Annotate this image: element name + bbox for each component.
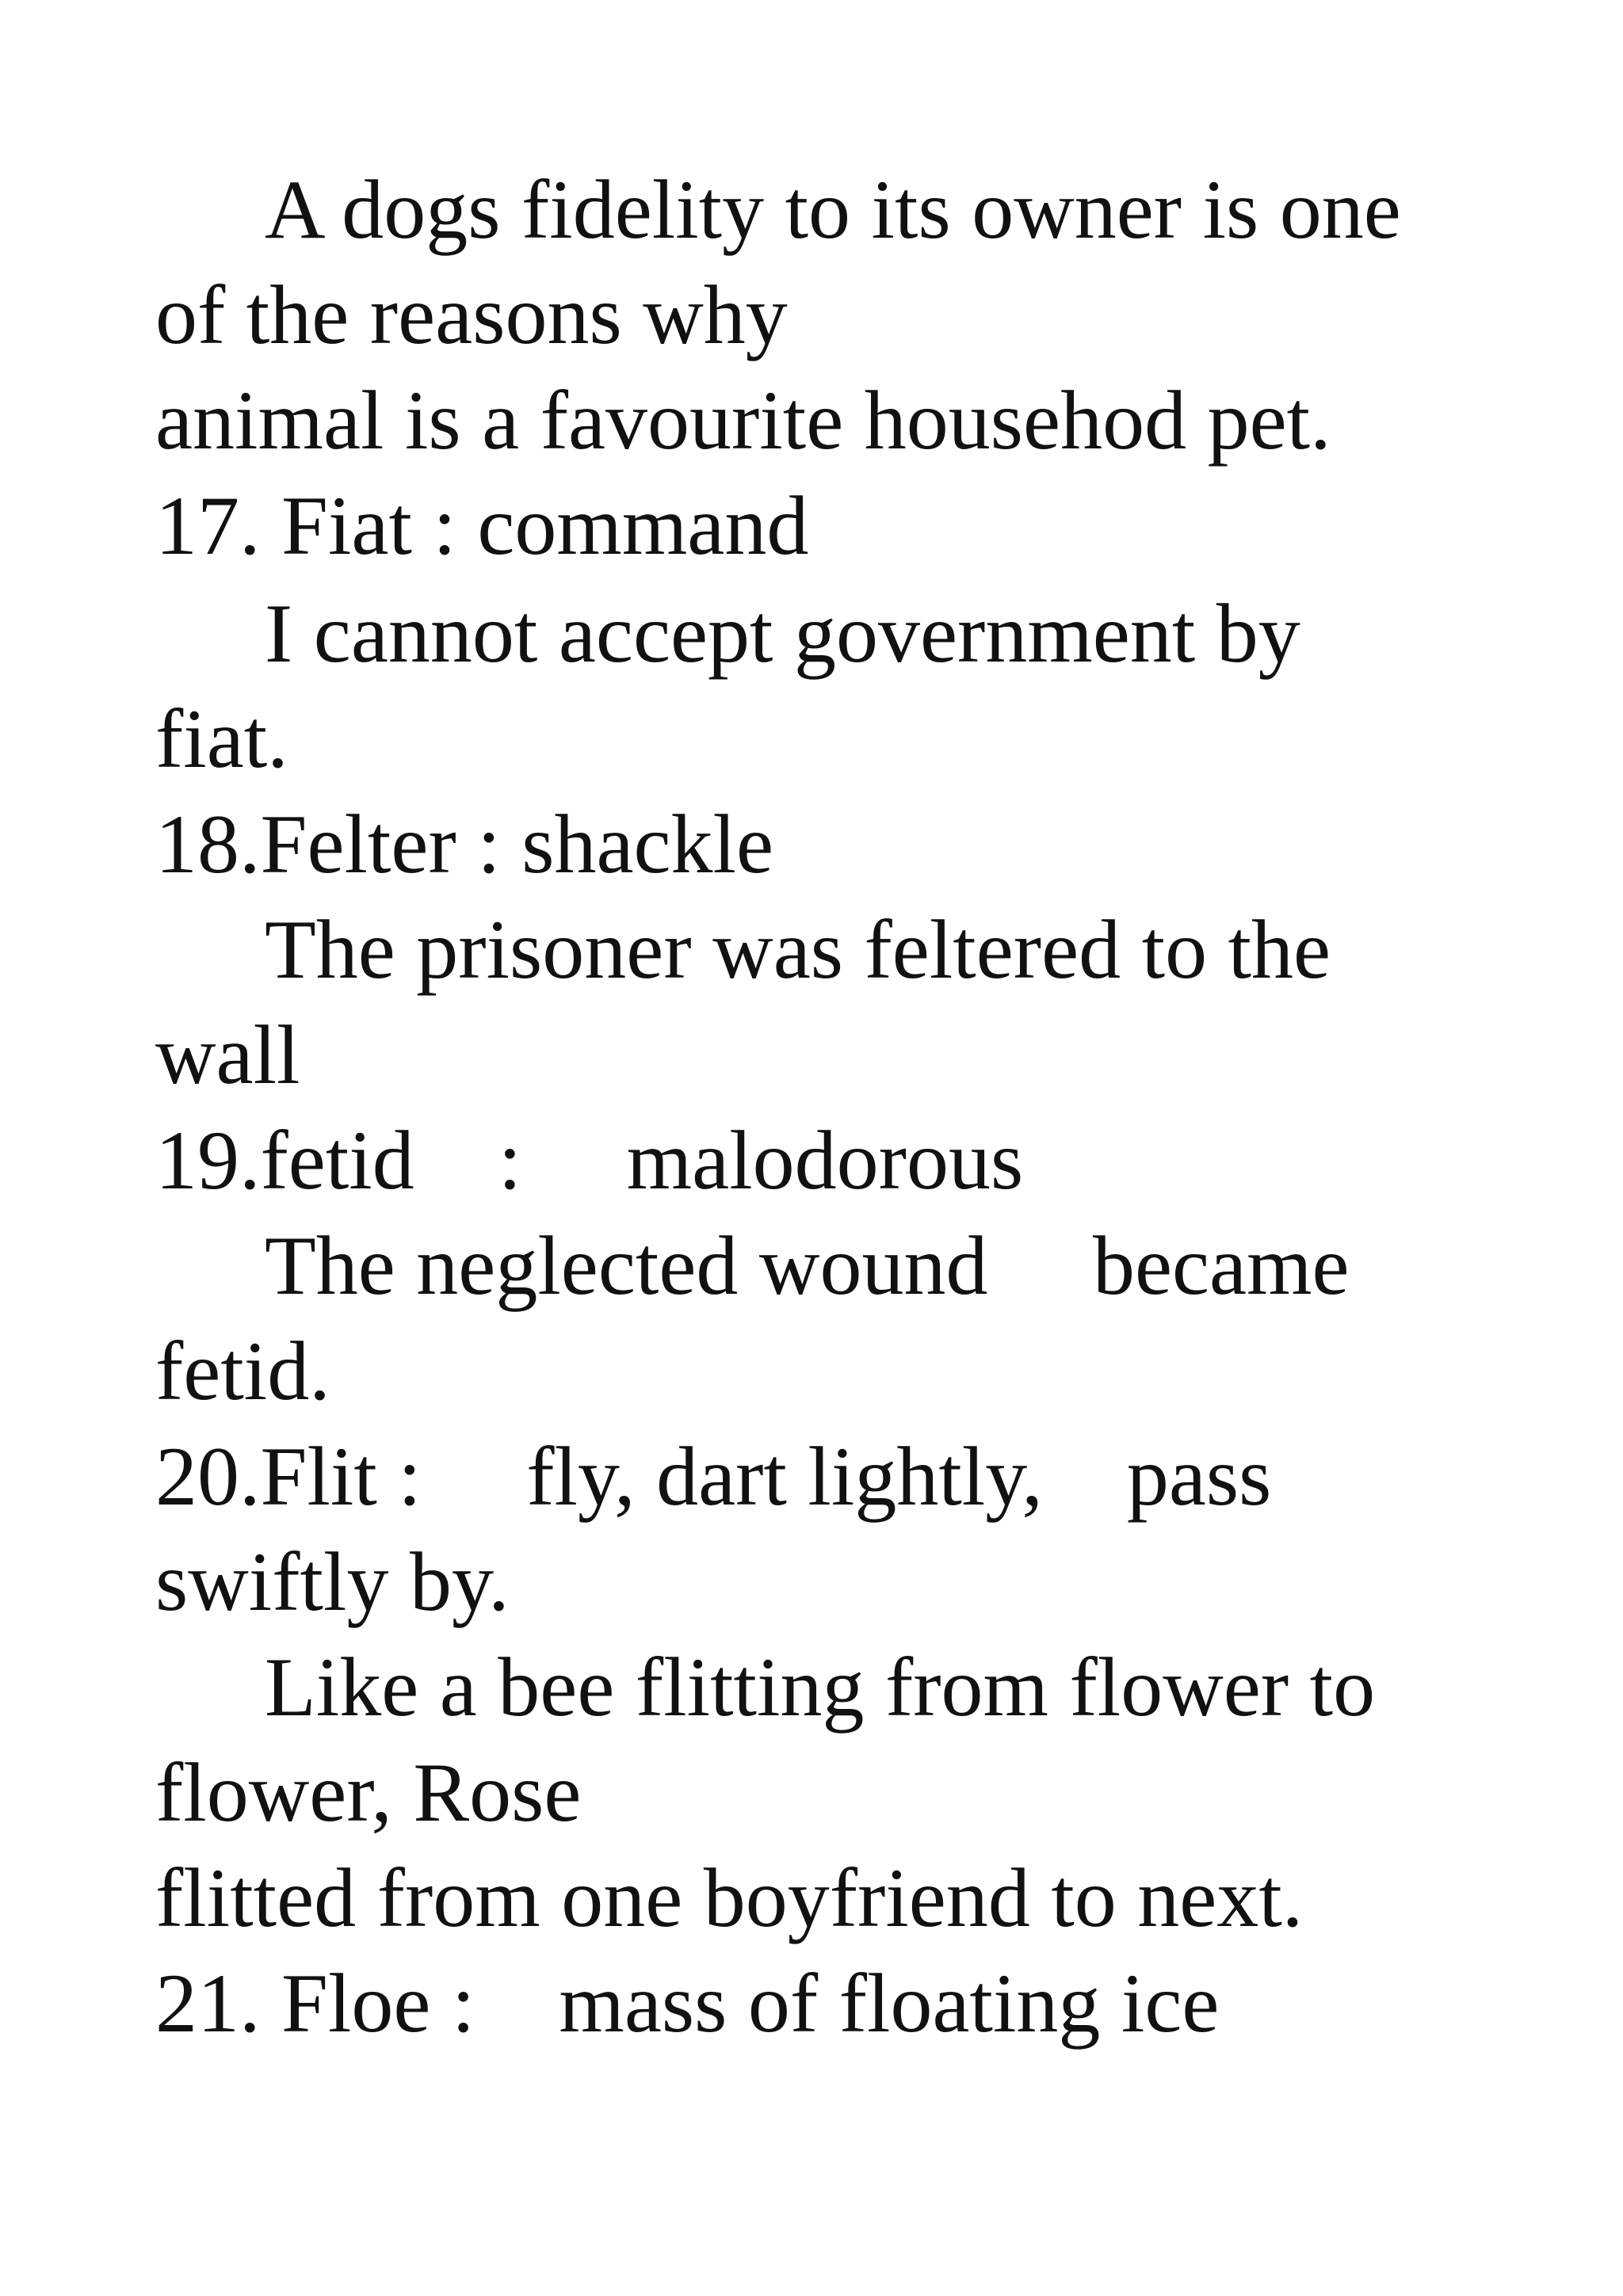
text-line: fetid. [155, 1325, 330, 1417]
text-line: 17. Fiat : command [155, 479, 809, 572]
text-line: wall [155, 1009, 300, 1101]
text-line: Like a bee flitting from flower to [265, 1641, 1376, 1733]
text-line: The prisoner was feltered to the [265, 903, 1331, 996]
text-line: flitted from one boyfriend to next. [155, 1852, 1304, 1944]
text-line: 20.Flit : fly, dart lightly, pass [155, 1430, 1272, 1523]
text-line: flower, Rose [155, 1746, 582, 1839]
text-line: 18.Felter : shackle [155, 798, 774, 891]
text-line: fiat. [155, 692, 288, 785]
text-line: The neglected wound became [265, 1219, 1350, 1312]
text-line: swiftly by. [155, 1535, 510, 1628]
text-line: animal is a favourite househod pet. [155, 374, 1331, 467]
text-line: 21. Floe : mass of floating ice [155, 1957, 1220, 2050]
text-line: I cannot accept government by [265, 587, 1300, 680]
text-line: of the reasons why [155, 269, 788, 361]
text-line: 19.fetid : malodorous [155, 1114, 1024, 1207]
text-line: A dogs fidelity to its owner is one [265, 163, 1401, 256]
